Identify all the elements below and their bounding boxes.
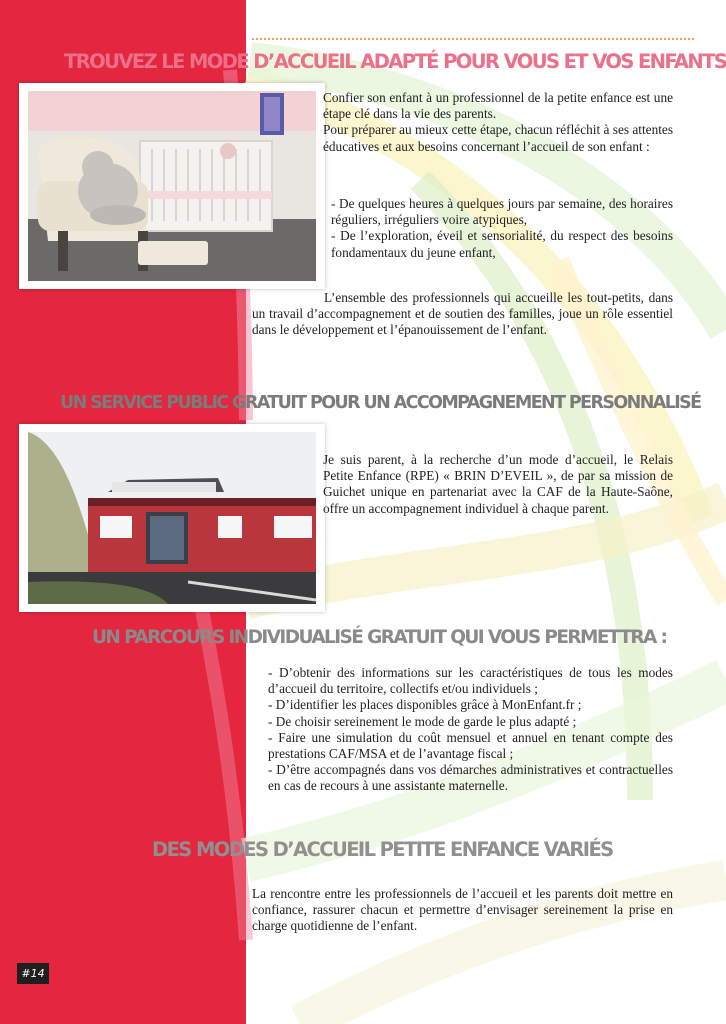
modes-paragraph: La rencontre entre les professionnels de l’accueil et les parents doit mettre en confiance, rassurer chacun et permettre d’envisager sereinement la prise en charge quotidienne de l’enfant. [252,886,673,934]
building-illustration [28,432,316,604]
section-1-intro [323,90,673,155]
bullet-item: - De l’exploration, éveil et sensorialité, du respect des besoins fondamentaux du jeune enfant, [331,228,673,260]
section-2-body [323,452,673,517]
bullet-item: - De quelques heures à quelques jours par semaine, des horaires réguliers, irréguliers voire atypiques, [331,196,673,228]
section-3-heading: UN PARCOURS INDIVIDUALISÉ GRATUIT QUI VOUS PERMETTRA : [92,627,667,648]
section-4-body [252,886,673,935]
service-paragraph: Je suis parent, à la recherche d’un mode d’accueil, le Relais Petite Enfance (RPE) « BRIN D’EVEIL », de par sa mission de Guichet unique en partenariat avec la CAF de la Haute-Saône, offre un accompagnement individuel à chaque parent. [323,452,673,516]
bullet-item: - Faire une simulation du coût mensuel et annuel en tenant compte des prestations CAF/MSA et de l’avantage fiscal ; [268,729,673,762]
section-2-heading: UN SERVICE PUBLIC GRATUIT POUR UN ACCOMPAGNEMENT PERSONNALISÉ [60,393,701,413]
intro-paragraph-1: Confier son enfant à un professionnel de la petite enfance est une étape clé dans la vie des parents. [323,90,673,122]
section-1-closing [252,290,673,339]
closing-paragraph: L’ensemble des professionnels qui accueille les tout-petits, dans un travail d’accompagnement et de soutien des familles, joue un rôle essentiel dans le développement et l’épanouissement de l’enfant. [252,290,673,338]
intro-paragraph-2: Pour préparer au mieux cette étape, chacun réfléchit à ses attentes éducatives et aux besoins concernant l’accueil de son enfant : [323,122,673,154]
dotted-rule [252,38,694,40]
bullet-item: - D’obtenir des informations sur les caractéristiques de tous les modes d’accueil du territoire, collectifs et/ou individuels ; [268,665,673,697]
section-1-bullets [331,196,673,261]
bullet-item: - D’être accompagnés dans vos démarches administratives et contractuelles en cas de recours à une assistante maternelle. [268,762,673,794]
section-4-heading: DES MODES D’ACCUEIL PETITE ENFANCE VARIÉS [152,838,613,861]
rpe-building-photo [19,424,325,612]
bullet-item: - De choisir sereinement le mode de garde le plus adapté ; [268,713,577,729]
section-1-heading: TROUVEZ LE MODE D’ACCUEIL ADAPTÉ POUR VOUS ET VOS ENFANTS [64,50,726,73]
nursery-photo [19,83,325,289]
bullet-item: - D’identifier les places disponibles grâce à MonEnfant.fr ; [268,697,582,713]
section-3-bullets [268,665,673,795]
nursery-illustration [28,91,316,281]
page-number: #14 [17,963,49,984]
